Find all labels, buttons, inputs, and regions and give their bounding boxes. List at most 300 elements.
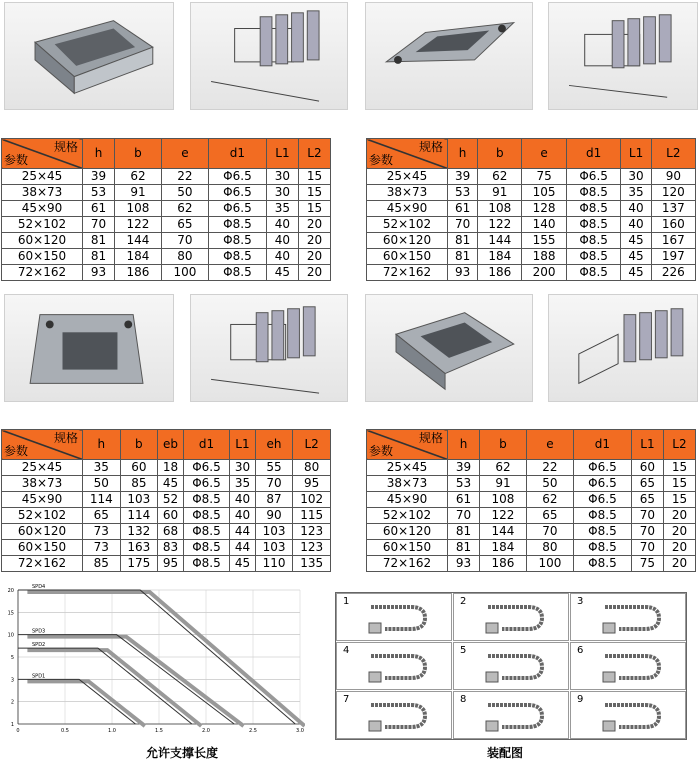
spec-size-cell: 25×45 bbox=[367, 460, 448, 476]
x-tick-label: 0 bbox=[16, 728, 20, 734]
column-header: d1 bbox=[183, 430, 229, 460]
series-label: SPD2 bbox=[32, 642, 46, 649]
y-tick-label: 15 bbox=[7, 610, 14, 617]
table-cell: 40 bbox=[621, 201, 651, 217]
table-cell: 60 bbox=[631, 460, 663, 476]
table-cell: 114 bbox=[83, 492, 121, 508]
table-cell: 132 bbox=[120, 524, 158, 540]
column-header: d1 bbox=[573, 430, 631, 460]
spec-size-cell: 38×73 bbox=[2, 185, 83, 201]
table-cell: 70 bbox=[631, 524, 663, 540]
bracket-photo-3 bbox=[4, 294, 174, 402]
assembly-number: 1 bbox=[343, 596, 350, 607]
table-cell: 81 bbox=[448, 540, 480, 556]
table-cell: 61 bbox=[448, 492, 480, 508]
bracket-drawing-1 bbox=[190, 2, 348, 110]
column-header: L1 bbox=[621, 139, 651, 169]
column-header: L2 bbox=[651, 139, 695, 169]
bracket-photo-4 bbox=[365, 294, 533, 402]
table-cell: Φ6.5 bbox=[208, 169, 266, 185]
table-cell: 102 bbox=[293, 492, 331, 508]
chain-icon bbox=[482, 599, 552, 637]
table-cell: Φ8.5 bbox=[566, 249, 621, 265]
column-header: e bbox=[526, 430, 573, 460]
table-cell: 45 bbox=[230, 556, 256, 572]
column-header: h bbox=[448, 139, 478, 169]
table-cell: 20 bbox=[663, 508, 695, 524]
table-cell: 70 bbox=[631, 540, 663, 556]
table-cell: 137 bbox=[651, 201, 695, 217]
spec-table-3: 规格 参数 h b eb d1 L1 eh L2 25×45 35 60 18 Φ6.5 30 55 80 38×73 50 85 45 Φ6.5 35 70 95 45×90 114 103 52 Φ8.5 40 87 102 52×102 65 114 60 Φ8.5 40 90 115 60×120 73 132 68 Φ8.5 44 103 123 60×150 73 163 83 Φ8.5 44 103 123 72×162 85 175 95 Φ8.5 45 110 135 bbox=[1, 429, 331, 572]
table-cell: Φ8.5 bbox=[183, 556, 229, 572]
table-row bbox=[2, 492, 331, 508]
spec-table-1: 规格 参数 h b e d1 L1 L2 25×45 39 62 22 Φ6.5 30 15 38×73 53 91 50 Φ6.5 30 15 45×90 61 108 62 Φ6.5 35 15 52×102 70 122 65 Φ8.5 40 20 60×120 81 144 70 Φ8.5 40 20 60×150 81 184 80 Φ8.5 40 20 72×162 93 186 100 Φ8.5 45 20 bbox=[1, 138, 331, 281]
table-row bbox=[2, 169, 331, 185]
assembly-number: 2 bbox=[460, 596, 467, 607]
column-header: b bbox=[114, 139, 161, 169]
table-cell: 128 bbox=[522, 201, 566, 217]
table-cell: 188 bbox=[522, 249, 566, 265]
table-cell: 39 bbox=[83, 169, 115, 185]
table-row bbox=[2, 201, 331, 217]
table-row bbox=[2, 233, 331, 249]
assembly-number: 5 bbox=[460, 645, 467, 656]
table-cell: 65 bbox=[631, 476, 663, 492]
table-cell: 81 bbox=[448, 249, 478, 265]
table-cell: 80 bbox=[526, 540, 573, 556]
table-cell: Φ6.5 bbox=[208, 201, 266, 217]
y-tick-label: 2 bbox=[10, 699, 14, 706]
spec-size-cell: 52×102 bbox=[2, 508, 83, 524]
table-cell: 45 bbox=[621, 233, 651, 249]
x-tick-label: 0.5 bbox=[61, 728, 69, 734]
table-cell: 81 bbox=[83, 233, 115, 249]
chain-icon bbox=[599, 599, 669, 637]
column-header: e bbox=[522, 139, 566, 169]
bracket-drawing-2 bbox=[548, 2, 698, 110]
table-cell: 20 bbox=[298, 265, 330, 281]
y-tick-label: 3 bbox=[10, 677, 14, 684]
chain-icon bbox=[365, 599, 435, 637]
table-cell: 123 bbox=[293, 524, 331, 540]
table-cell: 53 bbox=[448, 185, 478, 201]
chain-icon bbox=[365, 648, 435, 686]
table-cell: 122 bbox=[114, 217, 161, 233]
table-cell: 39 bbox=[448, 169, 478, 185]
table-cell: 70 bbox=[526, 524, 573, 540]
table-cell: 160 bbox=[651, 217, 695, 233]
table-cell: Φ8.5 bbox=[566, 185, 621, 201]
table-cell: 20 bbox=[663, 524, 695, 540]
column-header: L2 bbox=[293, 430, 331, 460]
table-row bbox=[2, 508, 331, 524]
y-tick-label: 1 bbox=[10, 722, 14, 728]
spec-size-cell: 25×45 bbox=[367, 169, 448, 185]
table-cell: Φ8.5 bbox=[566, 217, 621, 233]
table-cell: Φ8.5 bbox=[208, 217, 266, 233]
column-header: h bbox=[448, 430, 480, 460]
chain-icon bbox=[482, 648, 552, 686]
spec-size-cell: 45×90 bbox=[2, 492, 83, 508]
series-label: SPD4 bbox=[32, 584, 46, 590]
table-cell: 45 bbox=[266, 265, 298, 281]
table-cell: 103 bbox=[120, 492, 158, 508]
spec-size-cell: 60×120 bbox=[367, 233, 448, 249]
table-cell: 70 bbox=[83, 217, 115, 233]
table-cell: 75 bbox=[522, 169, 566, 185]
table-cell: 81 bbox=[83, 249, 115, 265]
table-cell: 30 bbox=[621, 169, 651, 185]
table-cell: 15 bbox=[663, 476, 695, 492]
table-cell: Φ8.5 bbox=[208, 233, 266, 249]
table-cell: 60 bbox=[158, 508, 184, 524]
table-cell: Φ6.5 bbox=[573, 476, 631, 492]
table-cell: 53 bbox=[83, 185, 115, 201]
table-cell: 15 bbox=[298, 185, 330, 201]
column-header: L1 bbox=[266, 139, 298, 169]
table-cell: 73 bbox=[83, 540, 121, 556]
table-cell: 184 bbox=[114, 249, 161, 265]
table-cell: 114 bbox=[120, 508, 158, 524]
table-cell: 22 bbox=[526, 460, 573, 476]
table-row bbox=[367, 540, 696, 556]
table-cell: 15 bbox=[663, 492, 695, 508]
table-row bbox=[367, 492, 696, 508]
bracket-drawing-3 bbox=[190, 294, 348, 402]
y-tick-label: 5 bbox=[10, 655, 14, 661]
assembly-number: 3 bbox=[577, 596, 584, 607]
table-cell: 87 bbox=[255, 492, 293, 508]
table-cell: 103 bbox=[255, 524, 293, 540]
table-cell: 62 bbox=[114, 169, 161, 185]
table-cell: 91 bbox=[114, 185, 161, 201]
spec-size-cell: 38×73 bbox=[2, 476, 83, 492]
table-cell: 91 bbox=[478, 185, 522, 201]
table-cell: 122 bbox=[478, 217, 522, 233]
table-row bbox=[367, 508, 696, 524]
column-header: h bbox=[83, 430, 121, 460]
table-row bbox=[2, 556, 331, 572]
table-cell: 65 bbox=[161, 217, 208, 233]
table-cell: 45 bbox=[621, 249, 651, 265]
assembly-cell bbox=[570, 593, 686, 641]
table-cell: 144 bbox=[114, 233, 161, 249]
table-cell: 60 bbox=[120, 460, 158, 476]
x-tick-label: 2.0 bbox=[202, 728, 210, 734]
table-cell: 35 bbox=[266, 201, 298, 217]
table-cell: Φ8.5 bbox=[573, 556, 631, 572]
table-cell: 93 bbox=[448, 556, 480, 572]
table-cell: 68 bbox=[158, 524, 184, 540]
column-header: L1 bbox=[230, 430, 256, 460]
table-cell: 70 bbox=[448, 508, 480, 524]
table-cell: 197 bbox=[651, 249, 695, 265]
table-cell: 15 bbox=[298, 201, 330, 217]
table-cell: 184 bbox=[479, 540, 526, 556]
table-cell: 55 bbox=[255, 460, 293, 476]
table-cell: 110 bbox=[255, 556, 293, 572]
bracket-photo-1 bbox=[4, 2, 174, 110]
table-cell: 120 bbox=[651, 185, 695, 201]
table-cell: 100 bbox=[526, 556, 573, 572]
table-cell: 184 bbox=[478, 249, 522, 265]
column-header: b bbox=[479, 430, 526, 460]
table-cell: 91 bbox=[479, 476, 526, 492]
table-cell: 108 bbox=[114, 201, 161, 217]
table-cell: 81 bbox=[448, 233, 478, 249]
table-cell: 65 bbox=[631, 492, 663, 508]
chain-icon bbox=[599, 648, 669, 686]
table-cell: 15 bbox=[663, 460, 695, 476]
assembly-grid bbox=[335, 592, 687, 740]
table-cell: 95 bbox=[293, 476, 331, 492]
table-cell: 20 bbox=[298, 217, 330, 233]
table-cell: 20 bbox=[298, 249, 330, 265]
table-cell: 35 bbox=[83, 460, 121, 476]
table-cell: 163 bbox=[120, 540, 158, 556]
table-cell: 62 bbox=[526, 492, 573, 508]
table-cell: 186 bbox=[479, 556, 526, 572]
column-header: L2 bbox=[298, 139, 330, 169]
table-cell: 40 bbox=[266, 217, 298, 233]
table-cell: 70 bbox=[255, 476, 293, 492]
table-cell: 65 bbox=[526, 508, 573, 524]
table-row bbox=[2, 185, 331, 201]
assembly-cell bbox=[570, 642, 686, 690]
table-cell: 200 bbox=[522, 265, 566, 281]
spec-size-cell: 45×90 bbox=[2, 201, 83, 217]
table-row bbox=[2, 460, 331, 476]
table-cell: 22 bbox=[161, 169, 208, 185]
table-cell: 35 bbox=[230, 476, 256, 492]
assembly-number: 4 bbox=[343, 645, 350, 656]
table-row bbox=[2, 476, 331, 492]
table-cell: 70 bbox=[161, 233, 208, 249]
table-cell: 167 bbox=[651, 233, 695, 249]
table-cell: 40 bbox=[266, 249, 298, 265]
x-tick-label: 1.5 bbox=[155, 728, 163, 734]
table-cell: 85 bbox=[83, 556, 121, 572]
table-cell: Φ6.5 bbox=[573, 460, 631, 476]
column-header: b bbox=[478, 139, 522, 169]
table-cell: 39 bbox=[448, 460, 480, 476]
y-tick-label: 20 bbox=[7, 588, 14, 594]
table-cell: 100 bbox=[161, 265, 208, 281]
spec-size-cell: 60×150 bbox=[2, 249, 83, 265]
table-cell: 50 bbox=[161, 185, 208, 201]
table-cell: 186 bbox=[114, 265, 161, 281]
spec-size-cell: 38×73 bbox=[367, 185, 448, 201]
table-cell: 73 bbox=[83, 524, 121, 540]
table-cell: 81 bbox=[448, 524, 480, 540]
assembly-cell bbox=[336, 642, 452, 690]
x-tick-label: 3.0 bbox=[296, 728, 304, 734]
x-tick-label: 1.0 bbox=[108, 728, 116, 734]
table-cell: 108 bbox=[478, 201, 522, 217]
table-cell: 80 bbox=[161, 249, 208, 265]
column-header: d1 bbox=[566, 139, 621, 169]
chain-icon bbox=[599, 697, 669, 735]
bracket-drawing-4 bbox=[548, 294, 698, 402]
series-label: SPD3 bbox=[32, 628, 46, 635]
table-cell: 20 bbox=[663, 540, 695, 556]
table-cell: 85 bbox=[120, 476, 158, 492]
table-cell: Φ8.5 bbox=[208, 249, 266, 265]
spec-size-cell: 72×162 bbox=[367, 265, 448, 281]
assembly-cell bbox=[453, 642, 569, 690]
table-cell: Φ8.5 bbox=[573, 540, 631, 556]
table-cell: 30 bbox=[266, 185, 298, 201]
spec-table-4: 规格 参数 h b e d1 L1 L2 25×45 39 62 22 Φ6.5 60 15 38×73 53 91 50 Φ6.5 65 15 45×90 61 108 62 Φ6.5 65 15 52×102 70 122 65 Φ8.5 70 20 60×120 81 144 70 Φ8.5 70 20 60×150 81 184 80 Φ8.5 70 20 72×162 93 186 100 Φ8.5 75 20 bbox=[366, 429, 696, 572]
table-cell: 20 bbox=[663, 556, 695, 572]
table-row bbox=[2, 540, 331, 556]
table-cell: 95 bbox=[158, 556, 184, 572]
column-header: b bbox=[120, 430, 158, 460]
table-row bbox=[367, 185, 696, 201]
y-tick-label: 10 bbox=[7, 632, 14, 639]
table-cell: Φ6.5 bbox=[208, 185, 266, 201]
table-cell: 140 bbox=[522, 217, 566, 233]
table-row bbox=[367, 201, 696, 217]
table-cell: Φ8.5 bbox=[208, 265, 266, 281]
table-cell: 80 bbox=[293, 460, 331, 476]
spec-size-cell: 52×102 bbox=[367, 508, 448, 524]
spec-size-cell: 45×90 bbox=[367, 201, 448, 217]
table-cell: Φ8.5 bbox=[566, 233, 621, 249]
table-cell: Φ8.5 bbox=[183, 508, 229, 524]
spec-size-cell: 72×162 bbox=[367, 556, 448, 572]
table-cell: 144 bbox=[478, 233, 522, 249]
table-cell: 108 bbox=[479, 492, 526, 508]
table-cell: 144 bbox=[479, 524, 526, 540]
table-cell: 93 bbox=[448, 265, 478, 281]
table-cell: 50 bbox=[526, 476, 573, 492]
support-length-chart bbox=[0, 582, 305, 742]
series-line bbox=[18, 648, 192, 724]
table-cell: 175 bbox=[120, 556, 158, 572]
table-cell: Φ8.5 bbox=[183, 492, 229, 508]
table-cell: 90 bbox=[255, 508, 293, 524]
assembly-number: 9 bbox=[577, 694, 584, 705]
assembly-cell bbox=[336, 593, 452, 641]
table-cell: 15 bbox=[298, 169, 330, 185]
table-cell: Φ8.5 bbox=[573, 524, 631, 540]
table-row bbox=[367, 217, 696, 233]
assembly-number: 6 bbox=[577, 645, 584, 656]
spec-size-cell: 60×120 bbox=[2, 233, 83, 249]
table-row bbox=[367, 556, 696, 572]
table-cell: 115 bbox=[293, 508, 331, 524]
table-cell: 61 bbox=[83, 201, 115, 217]
chart-caption: 允许支撑长度 bbox=[146, 746, 219, 760]
table-cell: Φ6.5 bbox=[573, 492, 631, 508]
table-cell: Φ8.5 bbox=[183, 524, 229, 540]
table-cell: 53 bbox=[448, 476, 480, 492]
table-cell: 20 bbox=[298, 233, 330, 249]
assembly-number: 7 bbox=[343, 694, 350, 705]
assembly-cell bbox=[570, 691, 686, 739]
column-header: e bbox=[161, 139, 208, 169]
table-cell: 62 bbox=[478, 169, 522, 185]
table-cell: Φ6.5 bbox=[183, 460, 229, 476]
spec-size-cell: 60×150 bbox=[2, 540, 83, 556]
chain-icon bbox=[482, 697, 552, 735]
table-cell: 123 bbox=[293, 540, 331, 556]
assembly-caption: 装配图 bbox=[487, 746, 524, 760]
column-header: h bbox=[83, 139, 115, 169]
column-header: L2 bbox=[663, 430, 695, 460]
chain-icon bbox=[365, 697, 435, 735]
table-cell: 44 bbox=[230, 524, 256, 540]
table-cell: 40 bbox=[230, 508, 256, 524]
spec-size-cell: 38×73 bbox=[367, 476, 448, 492]
table-cell: 226 bbox=[651, 265, 695, 281]
column-header: L1 bbox=[631, 430, 663, 460]
table-cell: Φ8.5 bbox=[573, 508, 631, 524]
series-label: SPD1 bbox=[32, 673, 46, 680]
table-cell: 155 bbox=[522, 233, 566, 249]
table-cell: 30 bbox=[230, 460, 256, 476]
table-cell: Φ8.5 bbox=[566, 201, 621, 217]
table-row bbox=[367, 265, 696, 281]
table-cell: 44 bbox=[230, 540, 256, 556]
table-cell: 135 bbox=[293, 556, 331, 572]
table-cell: 122 bbox=[479, 508, 526, 524]
table-cell: 45 bbox=[158, 476, 184, 492]
table-cell: 83 bbox=[158, 540, 184, 556]
assembly-cell bbox=[336, 691, 452, 739]
table-cell: 45 bbox=[621, 265, 651, 281]
assembly-cell bbox=[453, 593, 569, 641]
x-tick-label: 2.5 bbox=[249, 728, 257, 734]
table-cell: 30 bbox=[266, 169, 298, 185]
table-cell: 40 bbox=[621, 217, 651, 233]
spec-size-cell: 60×120 bbox=[2, 524, 83, 540]
assembly-number: 8 bbox=[460, 694, 467, 705]
table-cell: Φ8.5 bbox=[566, 265, 621, 281]
column-header: d1 bbox=[208, 139, 266, 169]
table-cell: 105 bbox=[522, 185, 566, 201]
table-cell: 61 bbox=[448, 201, 478, 217]
table-cell: 70 bbox=[631, 508, 663, 524]
table-row bbox=[367, 476, 696, 492]
table-row bbox=[367, 249, 696, 265]
spec-size-cell: 52×102 bbox=[367, 217, 448, 233]
table-cell: 93 bbox=[83, 265, 115, 281]
spec-size-cell: 25×45 bbox=[2, 460, 83, 476]
table-row bbox=[2, 249, 331, 265]
table-cell: 35 bbox=[621, 185, 651, 201]
table-cell: Φ8.5 bbox=[183, 540, 229, 556]
spec-size-cell: 60×150 bbox=[367, 249, 448, 265]
table-cell: Φ6.5 bbox=[183, 476, 229, 492]
table-cell: 90 bbox=[651, 169, 695, 185]
table-cell: 75 bbox=[631, 556, 663, 572]
column-header: eb bbox=[158, 430, 184, 460]
table-cell: 62 bbox=[479, 460, 526, 476]
spec-size-cell: 25×45 bbox=[2, 169, 83, 185]
assembly-cell bbox=[453, 691, 569, 739]
table-cell: 40 bbox=[230, 492, 256, 508]
table-row bbox=[2, 217, 331, 233]
table-cell: 65 bbox=[83, 508, 121, 524]
table-row bbox=[2, 524, 331, 540]
table-cell: 186 bbox=[478, 265, 522, 281]
table-row bbox=[367, 524, 696, 540]
table-cell: 62 bbox=[161, 201, 208, 217]
table-cell: 18 bbox=[158, 460, 184, 476]
spec-size-cell: 60×120 bbox=[367, 524, 448, 540]
